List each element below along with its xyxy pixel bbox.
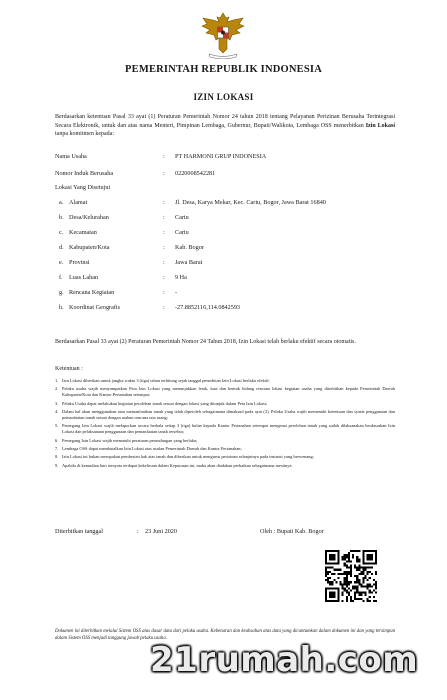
field-colon: : [163,304,165,311]
field-colon: : [163,214,165,221]
issue-date-label: Diterbitkan tanggal [55,528,103,535]
field-label: a. Alamat [59,199,88,206]
field-desa [55,214,395,224]
field-colon: : [163,229,165,236]
ketentuan-item: 1. Izin Lokasi diberikan untuk jangka waktu 3 (tiga) tahun terhitung sejak tanggal penerbitan Izin Lokasi berlaku efektif; [55,378,270,383]
field-kabupaten [55,244,395,254]
field-rencana-kegiatan [55,289,395,299]
field-kecamatan [55,229,395,239]
field-luas-lahan [55,274,395,284]
issuer: Oleh : Bupati Kab. Bogor [260,528,324,535]
footer-note: Dokumen ini diterbitkan melalui Sistem OSS atas dasar data dari pelaku usaha. Kebenaran dan keabsahan atas data yang dicantumkan dalam dokumen ini dan yang tersimpan dalam Sistem OSS menjadi tanggung jawab pelaku usaha. [55,629,395,641]
field-nama-usaha [55,153,395,163]
ketentuan-item: 4. Dalam hal akan menggunakan atau memanfaatkan tanah yang telah diperoleh sebagaimana dimaksud pada ayat (2), Pelaku Usaha wajib memenuhi ketentuan dan syarat penggunaan dan pemanfaatan tanah sesuai dengan arahan rencana tata ruang; [55,408,395,421]
field-value: -27.8852116,114.0842593 [175,304,241,311]
field-label: h. Koordinat Geografis [59,304,121,311]
intro-text-end: tanpa komitmen kepada: [55,131,114,137]
effective-statement: Berdasarkan Pasal 33 ayat (2) Peraturan Pemerintah Nomor 24 Tahun 2018, Izin Lokasi telah berlaku efektif secara otomatis. [55,339,356,345]
issue-date-value: 23 Juni 2020 [145,528,177,535]
ketentuan-title: Ketentuan : [55,366,83,372]
field-colon: : [163,170,165,177]
government-title: PEMERINTAH REPUBLIK INDONESIA [125,64,322,75]
intro-text: Berdasarkan ketentuan Pasal 33 ayat (1) Peraturan Pemerintah Nomor 24 tahun 2018 tentang Pelayanan Perizinan Berusaha Terintegrasi Secara Elektronik, untuk dan atas nama Menteri, Pimpinan Lembaga, Gubernur, Bupati/Walikota, Lembaga OSS menerbitkan [55,114,395,129]
field-label: c. Kecamatan [59,229,97,236]
field-colon: : [163,244,165,251]
field-colon: : [163,153,165,160]
field-label: e. Provinsi [59,259,90,266]
field-label: g. Rencana Kegiatan [59,289,115,296]
field-label: b. Desa/Kelurahan [59,214,109,221]
field-colon: : [163,199,165,206]
qr-code-icon [325,550,377,602]
field-label: Nama Usaha [55,153,87,160]
field-colon: : [163,274,165,281]
field-value: Jl. Desa, Karya Mekar, Kec. Cariu, Bogor, Jawa Barat 16840 [175,199,326,206]
watermark-text: 21rumah.com [150,640,419,680]
field-value: Kab. Bogor [175,244,204,251]
garuda-emblem-icon [199,9,247,59]
intro-paragraph [55,113,395,139]
ketentuan-item: 7. Lembaga OSS dapat membatalkan Izin Lokasi atas usulan Pemerintah Daerah dan Kantor Pertanahan; [55,445,242,451]
field-colon: : [163,289,165,296]
ketentuan-item: 6. Pemegang Izin Lokasi wajib mematuhi peraturan perundangan yang berlaku; [55,437,198,443]
ketentuan-item: 5. Pemegang Izin Lokasi wajib melaporkan secara berkala setiap 3 (tiga) bulan kepada Kantor Pertanahan setempat mengenai perolehan tanah yang sudah dilaksanakan berdasarkan Izin Lokasi dan pelaksanaan penggunaan dan pemanfaatan tanah tersebut; [55,423,395,435]
field-value: PT HARMONI GRUP INDONESIA [175,153,267,160]
issue-date [55,528,177,535]
field-value: Cariu [175,229,189,236]
issue-date-colon: : [137,528,139,535]
field-alamat [55,199,395,209]
field-value: 9 Ha [175,274,187,281]
field-value: Jawa Barat [175,259,203,266]
ketentuan-item: 9. Apabila di kemudian hari ternyata terdapat kekeliruan dalam Keputusan ini, maka akan diadakan perbaikan sebagaimana mestinya. [55,462,293,468]
field-label: Lokasi Yang Disetujui [55,184,111,191]
field-nib [55,170,395,180]
field-label: f. Luas Lahan [59,274,99,281]
field-label: Nomor Induk Berusaha [55,170,114,177]
intro-bold-text: Izin Lokasi [365,122,396,129]
ketentuan-list [55,378,395,471]
document-title: IZIN LOKASI [193,92,254,102]
field-value: 0220008542281 [175,170,216,177]
field-koordinat [55,304,395,314]
field-provinsi [55,259,395,269]
field-value: - [175,289,178,296]
field-colon: : [163,259,165,266]
field-label: d. Kabupaten/Kota [59,244,110,251]
ketentuan-item: 2. Pelaku usaha wajib menyampaikan Peta Izin Lokasi yang menunjukkan letak, luas dan bentuk bidang rencana lokasi kegiatan usaha yang diterbitkan kepada Pemerintah Daerah Kabupaten/Kota dan Kantor Pertanahan setempat; [55,386,395,398]
ketentuan-item: 3. Pelaku Usaha dapat melakukan kegiatan perolehan tanah sesuai dengan lokasi yang ditunjuk dalam Peta Izin Lokasi; [55,400,268,406]
field-value: Cariu [175,214,189,221]
field-lokasi-heading [55,184,395,194]
ketentuan-item: 8. Izin Lokasi ini bukan merupakan pemberian hak atas tanah dan diberikan untuk mengurus perizinan selanjutnya pada instansi yang berwenang; [55,454,314,460]
